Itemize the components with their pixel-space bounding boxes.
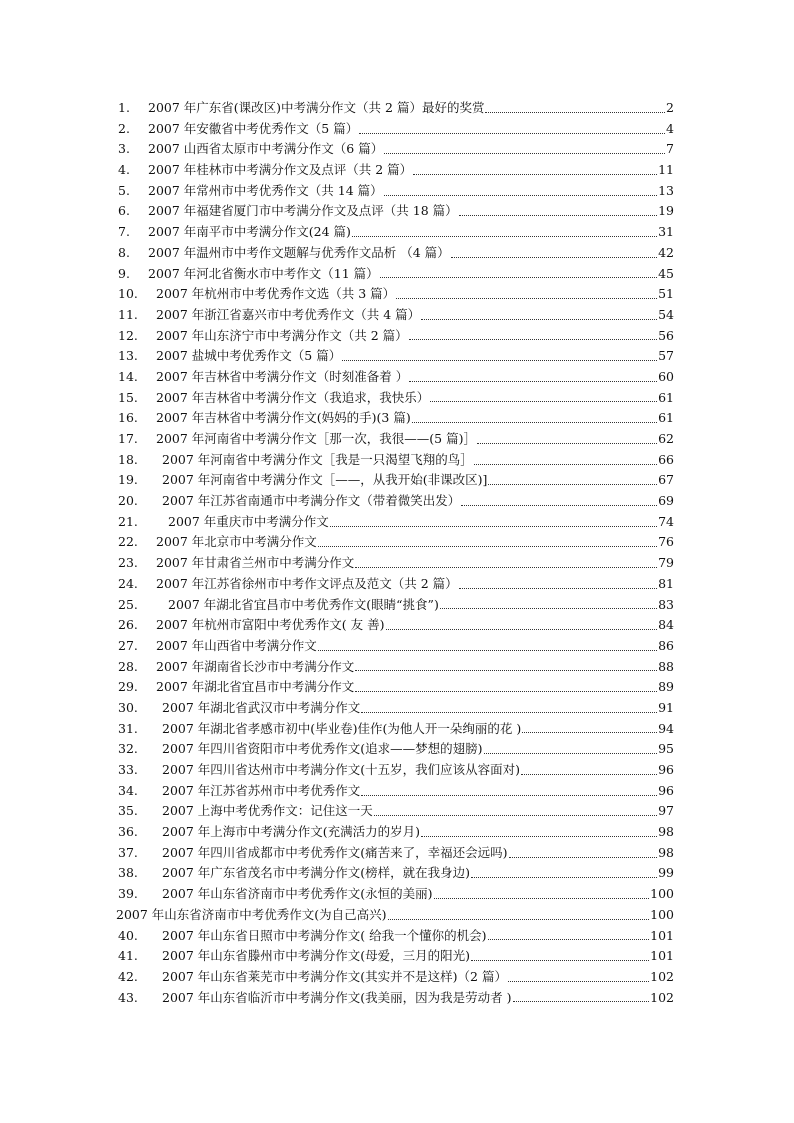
toc-entry-title[interactable]: 2007 年吉林省中考满分作文(妈妈的手)(3 篇) xyxy=(156,410,411,426)
toc-entry-title[interactable]: 2007 年山西省中考满分作文 xyxy=(156,637,317,653)
toc-entry[interactable] xyxy=(118,988,674,1009)
toc-entry-title[interactable]: 2007 山西省太原市中考满分作文（6 篇） xyxy=(148,141,384,157)
dot-leader xyxy=(484,753,658,754)
toc-entry-title[interactable]: 2007 年山东省济南市中考优秀作文(为自己高兴) xyxy=(116,906,387,922)
toc-entry-title[interactable]: 2007 年河北省衡水市中考作文（11 篇） xyxy=(148,265,379,281)
dot-leader xyxy=(488,484,657,485)
toc-entry[interactable] xyxy=(118,884,674,905)
toc-entry-title[interactable]: 2007 年江苏省徐州市中考作文评点及范文（共 2 篇） xyxy=(156,575,458,591)
toc-entry-page-number: 96 xyxy=(658,782,674,798)
toc-entry-number: 38. xyxy=(118,865,138,881)
toc-entry-number: 23. xyxy=(118,555,138,571)
toc-entry[interactable] xyxy=(118,429,674,450)
toc-entry[interactable] xyxy=(118,470,674,491)
toc-entry-page-number: 69 xyxy=(658,493,674,509)
toc-entry[interactable] xyxy=(118,326,674,347)
dot-leader xyxy=(409,381,657,382)
toc-entry[interactable] xyxy=(118,243,674,264)
toc-entry[interactable] xyxy=(118,388,674,409)
toc-entry[interactable] xyxy=(118,512,674,533)
toc-entry[interactable] xyxy=(118,843,674,864)
toc-entry-page-number: 42 xyxy=(658,244,674,260)
toc-entry-number: 27. xyxy=(118,637,138,653)
toc-entry-number: 5. xyxy=(118,182,130,198)
toc-entry[interactable] xyxy=(118,781,674,802)
toc-entry-number: 11. xyxy=(118,306,138,322)
toc-entry-title[interactable]: 2007 年山东省滕州市中考满分作文(母爱，三月的阳光) xyxy=(162,948,471,964)
toc-entry[interactable] xyxy=(118,450,674,471)
dot-leader xyxy=(318,650,657,651)
dot-leader xyxy=(361,795,657,796)
toc-entry-page-number: 51 xyxy=(658,286,674,302)
toc-entry-title[interactable]: 2007 年四川省资阳市中考优秀作文(追求——梦想的翅膀) xyxy=(162,741,483,757)
toc-entry-title[interactable]: 2007 年河南省中考满分作文［那一次，我很——(5 篇)］ xyxy=(156,431,476,446)
toc-entry-title[interactable]: 2007 年杭州市富阳中考优秀作文( 友 善) xyxy=(156,617,385,633)
toc-entry-page-number: 83 xyxy=(658,596,674,612)
toc-entry-number: 9. xyxy=(118,265,130,281)
toc-entry[interactable] xyxy=(118,98,674,119)
toc-entry-title[interactable]: 2007 年山东省临沂市中考满分作文(我美丽，因为我是劳动者 ) xyxy=(162,989,512,1005)
dot-leader xyxy=(359,133,665,134)
toc-entry[interactable] xyxy=(118,801,674,822)
dot-leader xyxy=(521,774,657,775)
toc-entry-page-number: 2 xyxy=(666,100,674,115)
toc-entry[interactable] xyxy=(118,346,674,367)
toc-entry-page-number: 13 xyxy=(658,182,674,198)
toc-entry[interactable] xyxy=(118,615,674,636)
toc-entry-page-number: 101 xyxy=(650,948,674,964)
toc-entry-page-number: 88 xyxy=(658,658,674,674)
toc-entry-number: 20. xyxy=(118,493,138,509)
toc-entry[interactable] xyxy=(118,264,674,285)
dot-leader xyxy=(386,629,658,630)
toc-entry-page-number: 31 xyxy=(658,224,674,240)
toc-entry-number: 6. xyxy=(118,203,130,219)
toc-entry-page-number: 99 xyxy=(658,865,674,881)
toc-entry-page-number: 45 xyxy=(658,265,674,281)
dot-leader xyxy=(459,588,657,589)
toc-entry-title[interactable]: 2007 年山东济宁市中考满分作文（共 2 篇） xyxy=(156,327,408,343)
toc-entry-number: 22. xyxy=(118,534,138,550)
toc-entry-page-number: 95 xyxy=(658,741,674,757)
toc-entry-page-number: 86 xyxy=(658,637,674,653)
toc-entry-title[interactable]: 2007 年四川省成都市中考优秀作文(痛苦来了，幸福还会远吗) xyxy=(162,844,508,860)
toc-entry[interactable] xyxy=(118,222,674,243)
toc-entry-page-number: 84 xyxy=(658,617,674,633)
dot-leader xyxy=(477,443,657,444)
toc-entry-page-number: 56 xyxy=(658,327,674,343)
toc-entry-number: 18. xyxy=(118,451,138,467)
toc-entry-page-number: 81 xyxy=(658,575,674,591)
toc-entry-page-number: 79 xyxy=(658,555,674,571)
toc-entry-title[interactable]: 2007 年湖北省武汉市中考满分作文 xyxy=(162,699,361,715)
dot-leader xyxy=(421,836,657,837)
dot-leader xyxy=(513,1001,650,1002)
toc-entry-number: 40. xyxy=(118,927,138,943)
toc-entry-page-number: 91 xyxy=(658,699,674,715)
toc-entry-title[interactable]: 2007 年福建省厦门市中考满分作文及点评（共 18 篇） xyxy=(148,203,458,219)
toc-entry-title[interactable]: 2007 年山东省济南市中考优秀作文(永恒的美丽) xyxy=(162,886,433,902)
toc-entry-number: 14. xyxy=(118,368,138,384)
toc-entry-title[interactable]: 2007 年江苏省南通市中考满分作文（带着微笑出发） xyxy=(162,493,461,509)
toc-entry[interactable] xyxy=(118,967,674,988)
toc-entry-number: 36. xyxy=(118,824,138,840)
toc-entry-title[interactable]: 2007 年山东省日照市中考满分作文( 给我一个懂你的机会) xyxy=(162,927,487,943)
dot-leader xyxy=(509,857,658,858)
toc-entry[interactable] xyxy=(118,119,674,140)
dot-leader xyxy=(471,960,649,961)
toc-entry[interactable] xyxy=(118,657,674,678)
dot-leader xyxy=(459,215,657,216)
toc-entry[interactable] xyxy=(118,553,674,574)
toc-entry-title[interactable]: 2007 盐城中考优秀作文（5 篇） xyxy=(156,348,342,364)
toc-entry-page-number: 96 xyxy=(658,762,674,777)
toc-entry-title[interactable]: 2007 年重庆市中考满分作文 xyxy=(168,513,329,529)
toc-entry-number: 25. xyxy=(118,596,138,612)
toc-entry-number: 28. xyxy=(118,658,138,674)
toc-entry-number: 2. xyxy=(118,120,130,136)
dot-leader xyxy=(421,319,657,320)
toc-entry-page-number: 60 xyxy=(658,368,674,384)
toc-entry-number: 39. xyxy=(118,886,138,902)
toc-entry-title[interactable]: 2007 年温州市中考作文题解与优秀作文品析 （4 篇） xyxy=(148,244,450,260)
toc-entry[interactable] xyxy=(118,863,674,884)
toc-entry-page-number: 97 xyxy=(658,803,674,819)
dot-leader xyxy=(451,257,657,258)
toc-entry-title[interactable]: 2007 年山东省莱芜市中考满分作文(其实并不是这样)（2 篇） xyxy=(162,968,507,984)
table-of-contents xyxy=(118,98,674,1008)
toc-entry-title[interactable]: 2007 年南平市中考满分作文(24 篇) xyxy=(148,224,351,240)
dot-leader xyxy=(355,567,657,568)
toc-entry-number: 13. xyxy=(118,348,138,364)
dot-leader xyxy=(413,174,657,175)
toc-entry[interactable] xyxy=(118,201,674,222)
toc-entry[interactable] xyxy=(118,926,674,947)
toc-entry-title[interactable]: 2007 年安徽省中考优秀作文（5 篇） xyxy=(148,120,359,136)
toc-entry[interactable] xyxy=(118,139,674,160)
toc-entry-title[interactable]: 2007 上海中考优秀作文：记住这一天 xyxy=(162,803,373,819)
dot-leader xyxy=(318,546,657,547)
toc-entry-number: 17. xyxy=(118,431,138,446)
toc-entry[interactable] xyxy=(118,532,674,553)
toc-entry-number: 33. xyxy=(118,762,138,777)
toc-entry[interactable] xyxy=(118,408,674,429)
dot-leader xyxy=(485,112,665,113)
dot-leader xyxy=(434,898,650,899)
toc-entry-title[interactable]: 2007 年四川省达州市中考满分作文(十五岁，我们应该从容面对) xyxy=(162,762,521,777)
toc-entry-title[interactable]: 2007 年湖北省宜昌市中考满分作文 xyxy=(156,679,355,695)
dot-leader xyxy=(384,195,657,196)
toc-entry[interactable] xyxy=(118,491,674,512)
toc-entry-title[interactable]: 2007 年浙江省嘉兴市中考优秀作文（共 4 篇） xyxy=(156,306,421,322)
toc-entry-number: 42. xyxy=(118,968,138,984)
dot-leader xyxy=(471,877,657,878)
dot-leader xyxy=(488,939,650,940)
toc-entry-page-number: 7 xyxy=(666,141,674,157)
toc-entry-number: 19. xyxy=(118,472,138,488)
toc-entry-number: 8. xyxy=(118,244,130,260)
dot-leader xyxy=(355,691,657,692)
toc-entry-number: 12. xyxy=(118,327,138,343)
toc-entry-page-number: 54 xyxy=(658,306,674,322)
dot-leader xyxy=(388,919,650,920)
toc-entry[interactable] xyxy=(118,677,674,698)
toc-entry-page-number: 62 xyxy=(658,431,674,446)
toc-entry-page-number: 76 xyxy=(658,534,674,550)
dot-leader xyxy=(430,401,657,402)
toc-entry[interactable] xyxy=(118,822,674,843)
toc-entry-number: 1. xyxy=(118,100,130,115)
toc-entry-number: 21. xyxy=(118,513,138,529)
toc-entry-number: 29. xyxy=(118,679,138,695)
toc-entry-page-number: 4 xyxy=(666,120,674,136)
toc-entry[interactable] xyxy=(118,574,674,595)
toc-entry-number: 30. xyxy=(118,699,138,715)
toc-entry-title[interactable]: 2007 年河南省中考满分作文［我是一只渴望飞翔的鸟］ xyxy=(162,451,473,467)
toc-entry[interactable] xyxy=(116,905,674,926)
toc-entry-title[interactable]: 2007 年桂林市中考满分作文及点评（共 2 篇） xyxy=(148,162,413,178)
toc-entry-title[interactable]: 2007 年广东省茂名市中考满分作文(榜样，就在我身边) xyxy=(162,865,471,881)
toc-entry-title[interactable]: 2007 年湖北省孝感市初中(毕业卷)佳作(为他人开一朵绚丽的花 ) xyxy=(162,720,522,736)
toc-entry[interactable] xyxy=(118,636,674,657)
toc-entry-number: 7. xyxy=(118,224,130,240)
dot-leader xyxy=(352,236,657,237)
dot-leader xyxy=(409,339,657,340)
toc-entry[interactable] xyxy=(118,760,674,781)
toc-entry-page-number: 11 xyxy=(658,162,674,178)
toc-entry-number: 3. xyxy=(118,141,130,157)
toc-entry[interactable] xyxy=(118,305,674,326)
toc-entry-title[interactable]: 2007 年吉林省中考满分作文（时刻准备着 ） xyxy=(156,368,409,384)
toc-entry-number: 24. xyxy=(118,575,138,591)
toc-entry-title[interactable]: 2007 年湖北省宜昌市中考优秀作文(眼睛“挑食”) xyxy=(168,596,439,612)
toc-entry[interactable] xyxy=(118,719,674,740)
toc-entry[interactable] xyxy=(118,160,674,181)
toc-entry-number: 34. xyxy=(118,782,138,798)
toc-entry-number: 10. xyxy=(118,286,138,302)
toc-entry-page-number: 98 xyxy=(658,824,674,840)
toc-entry[interactable] xyxy=(118,181,674,202)
toc-entry[interactable] xyxy=(118,367,674,388)
toc-entry-page-number: 89 xyxy=(658,679,674,695)
toc-entry-page-number: 74 xyxy=(658,513,674,529)
dot-leader xyxy=(440,608,657,609)
toc-entry-page-number: 102 xyxy=(650,968,674,984)
toc-entry-number: 16. xyxy=(118,410,138,426)
toc-entry-title[interactable]: 2007 年广东省(课改区)中考满分作文（共 2 篇）最好的奖赏 xyxy=(148,100,485,115)
dot-leader xyxy=(355,670,657,671)
toc-entry-number: 15. xyxy=(118,389,138,405)
dot-leader xyxy=(380,277,657,278)
toc-entry-title[interactable]: 2007 年常州市中考优秀作文（共 14 篇） xyxy=(148,182,383,198)
toc-entry-page-number: 101 xyxy=(650,927,674,943)
toc-entry-page-number: 57 xyxy=(658,348,674,364)
dot-leader xyxy=(461,505,657,506)
toc-entry[interactable] xyxy=(118,739,674,760)
dot-leader xyxy=(361,712,657,713)
toc-entry-title[interactable]: 2007 年湖南省长沙市中考满分作文 xyxy=(156,658,355,674)
toc-entry-title[interactable]: 2007 年吉林省中考满分作文（我追求，我快乐） xyxy=(156,389,430,405)
toc-entry-number: 32. xyxy=(118,741,138,757)
dot-leader xyxy=(474,464,657,465)
toc-entry-title[interactable]: 2007 年杭州市中考优秀作文选（共 3 篇） xyxy=(156,286,396,302)
toc-entry-number: 26. xyxy=(118,617,138,633)
toc-entry-page-number: 61 xyxy=(658,389,674,405)
toc-entry-title[interactable]: 2007 年上海市中考满分作文(充满活力的岁月) xyxy=(162,824,421,840)
toc-entry-page-number: 102 xyxy=(650,989,674,1005)
toc-entry-title[interactable]: 2007 年甘肃省兰州市中考满分作文 xyxy=(156,555,355,571)
toc-entry-page-number: 100 xyxy=(650,906,674,922)
toc-entry-page-number: 100 xyxy=(650,886,674,902)
toc-entry-page-number: 19 xyxy=(658,203,674,219)
dot-leader xyxy=(384,153,665,154)
toc-entry-title[interactable]: 2007 年江苏省苏州市中考优秀作文 xyxy=(162,782,361,798)
dot-leader xyxy=(522,732,657,733)
toc-entry[interactable] xyxy=(118,595,674,616)
toc-entry-page-number: 61 xyxy=(658,410,674,426)
toc-entry-title[interactable]: 2007 年北京市中考满分作文 xyxy=(156,534,317,550)
dot-leader xyxy=(508,981,649,982)
dot-leader xyxy=(374,815,657,816)
toc-entry-number: 31. xyxy=(118,720,138,736)
dot-leader xyxy=(330,526,657,527)
toc-entry-number: 35. xyxy=(118,803,138,819)
toc-entry-number: 4. xyxy=(118,162,130,178)
toc-entry-page-number: 94 xyxy=(658,720,674,736)
toc-entry[interactable] xyxy=(118,946,674,967)
toc-entry-number: 37. xyxy=(118,844,138,860)
toc-entry-title[interactable]: 2007 年河南省中考满分作文［——，从我开始(非课改区)] xyxy=(162,472,488,488)
toc-entry[interactable] xyxy=(118,698,674,719)
toc-entry-page-number: 98 xyxy=(658,844,674,860)
dot-leader xyxy=(396,298,657,299)
dot-leader xyxy=(412,422,657,423)
toc-entry-page-number: 66 xyxy=(658,451,674,467)
dot-leader xyxy=(342,360,657,361)
toc-entry-number: 43. xyxy=(118,989,138,1005)
toc-entry-page-number: 67 xyxy=(658,472,674,488)
toc-entry[interactable] xyxy=(118,284,674,305)
toc-entry-number: 41. xyxy=(118,948,138,964)
